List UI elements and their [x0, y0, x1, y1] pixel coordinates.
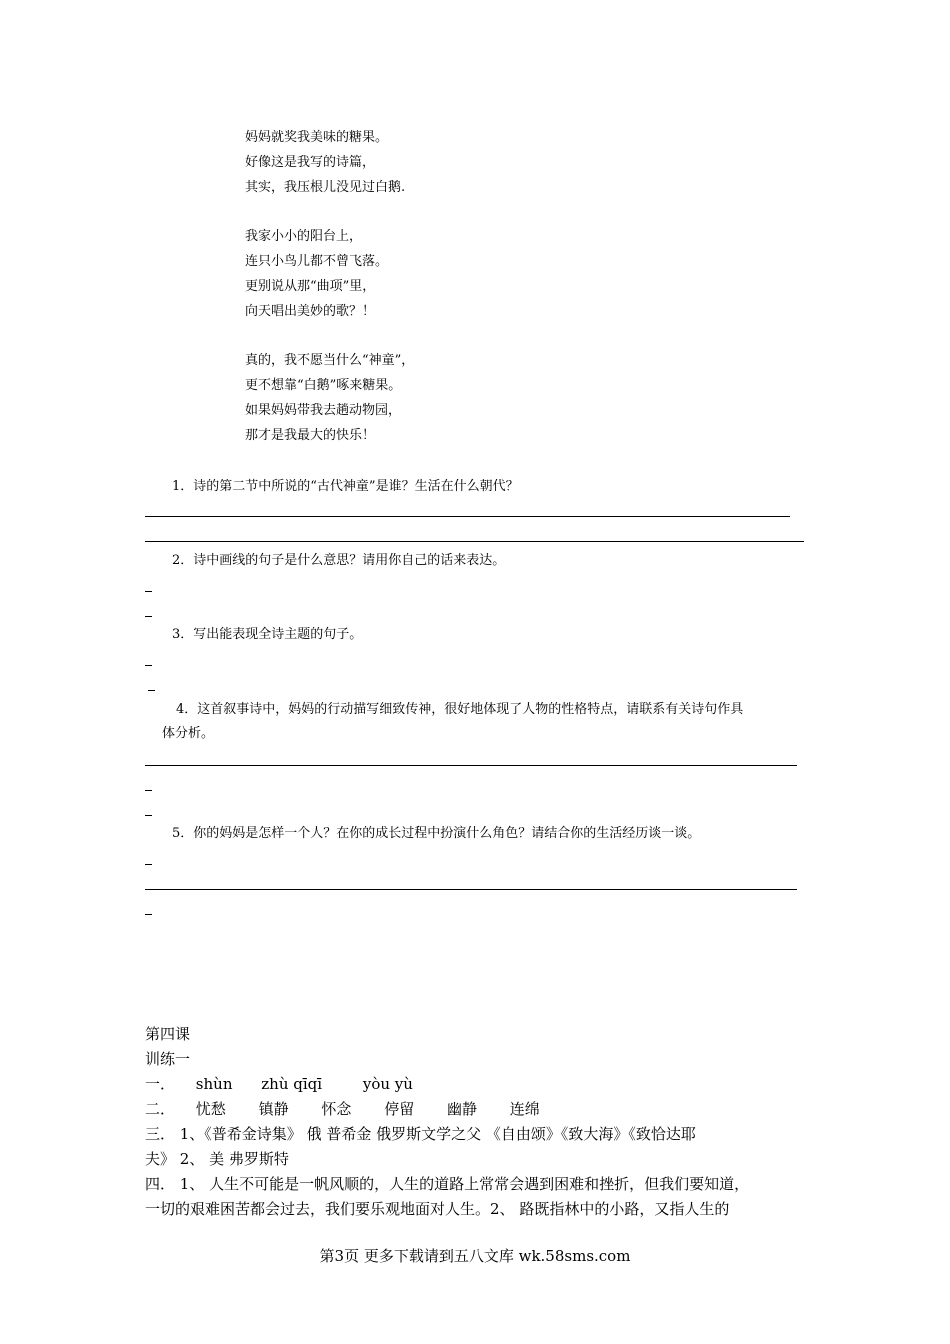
answer-blank: [145, 914, 152, 915]
pinyin-answer: zhù qīqī: [261, 1075, 323, 1093]
poem-line: 好像这是我写的诗篇，: [245, 155, 376, 170]
question-1: 1．诗的第二节中所说的“古代神童”是谁？生活在什么朝代？: [172, 479, 519, 494]
word-answer: 停留: [384, 1100, 415, 1118]
poem-line: 向天唱出美妙的歌？！: [245, 304, 376, 319]
item-number: 二．: [145, 1100, 176, 1118]
answer-line: [145, 765, 797, 766]
question-2: 2．诗中画线的句子是什么意思？请用你自己的话来表达。: [172, 553, 506, 568]
poem-line: 其实，我压根儿没见过白鹅.: [245, 180, 406, 195]
word-answer: 幽静: [446, 1100, 477, 1118]
answer-item-4-continuation: 一切的艰难困苦都会过去，我们要乐观地面对人生。2、 路既指林中的小路，又指人生的: [145, 1200, 730, 1218]
exercise-title: 训练一: [145, 1050, 191, 1068]
word-answer: 镇静: [258, 1100, 289, 1118]
poem-line: 那才是我最大的快乐！: [245, 428, 376, 443]
poem-line: 如果妈妈带我去趟动物园，: [245, 403, 402, 418]
answer-item-2: [145, 1099, 540, 1119]
poem-line: 妈妈就奖我美味的糖果。: [245, 130, 389, 145]
answer-line: [145, 541, 804, 542]
word-answer: 连绵: [509, 1100, 540, 1118]
poem-line: 更不想靠“白鹅”啄来糖果。: [245, 378, 402, 393]
answer-blank: [145, 591, 152, 592]
poem-line: 更别说从那“曲项”里，: [245, 279, 376, 294]
answer-item-3-continuation: 夫》 2、 美 弗罗斯特: [145, 1150, 289, 1168]
word-answer: 忧愁: [195, 1100, 226, 1118]
word-answer: 怀念: [321, 1100, 352, 1118]
poem-line: 连只小鸟儿都不曾飞落。: [245, 254, 389, 269]
answer-item-3: 三． 1、《普希金诗集》 俄 普希金 俄罗斯文学之父 《自由颂》《致大海》《致恰达耶: [145, 1125, 696, 1143]
question-5: 5．你的妈妈是怎样一个人？在你的成长过程中扮演什么角色？请结合你的生活经历谈一谈。: [172, 826, 701, 841]
lesson-title: 第四课: [145, 1025, 191, 1043]
answer-blank: [145, 790, 152, 791]
answer-blank: [145, 815, 152, 816]
poem-line: 我家小小的阳台上，: [245, 229, 363, 244]
item-number: 一．: [145, 1075, 176, 1093]
poem-line: 真的，我不愿当什么“神童”，: [245, 353, 415, 368]
answer-blank: [148, 690, 155, 691]
pinyin-answer: yòu yù: [362, 1075, 413, 1093]
question-4-continuation: 体分析。: [162, 726, 215, 741]
question-4: 4．这首叙事诗中，妈妈的行动描写细致传神，很好地体现了人物的性格特点，请联系有关诗句作具: [176, 702, 744, 717]
answer-blank: [145, 616, 152, 617]
answer-item-1: [145, 1074, 413, 1094]
answer-line: [145, 889, 797, 890]
answer-line: [145, 516, 790, 517]
pinyin-answer: shùn: [195, 1075, 233, 1093]
answer-item-4: 四． 1、 人生不可能是一帆风顺的，人生的道路上常常会遇到困难和挫折，但我们要知道，: [145, 1175, 750, 1193]
question-3: 3．写出能表现全诗主题的句子。: [172, 627, 363, 642]
answer-blank: [145, 665, 152, 666]
page-footer: 第3页 更多下载请到五八文库 wk.58sms.com: [319, 1247, 631, 1265]
answer-blank: [145, 864, 152, 865]
